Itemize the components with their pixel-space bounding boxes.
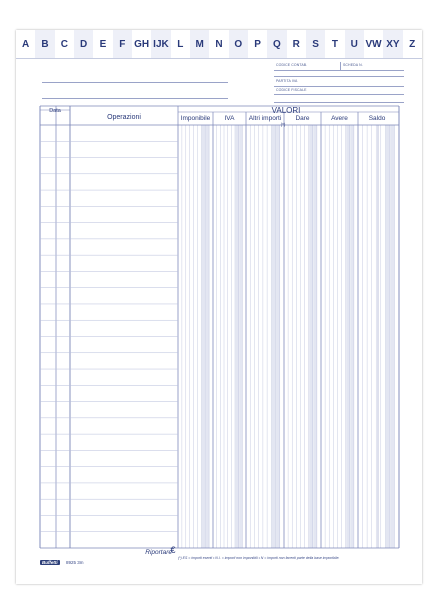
shaded-digit-col (236, 125, 239, 548)
shaded-digit-col (272, 125, 276, 548)
index-tab[interactable]: U (345, 30, 364, 59)
col-iva-header: IVA (224, 115, 235, 122)
index-tab[interactable]: GH (132, 30, 151, 59)
col-data-header: Data (49, 108, 61, 114)
index-tab[interactable]: F (113, 30, 132, 59)
index-tab[interactable]: T (325, 30, 344, 59)
col-altri-header: Altri importi (248, 115, 282, 122)
shaded-digit-col (206, 125, 209, 548)
shaded-digit-col (309, 125, 313, 548)
index-tab[interactable]: Z (403, 30, 422, 59)
index-tab[interactable]: M (190, 30, 209, 59)
col-altri-note: (*) (280, 122, 286, 127)
riportare-label: Riportare (145, 549, 172, 556)
shaded-digit-col (202, 125, 205, 548)
shaded-digit-col (386, 125, 390, 548)
index-tab[interactable]: P (248, 30, 267, 59)
shaded-digit-col (239, 125, 242, 548)
index-tab[interactable]: B (35, 30, 54, 59)
col-imponibile-header: Imponibile (180, 115, 211, 122)
index-tab[interactable]: D (74, 30, 93, 59)
index-tab[interactable]: O (229, 30, 248, 59)
index-tab[interactable]: XY (383, 30, 402, 59)
col-dare-header: Dare (295, 115, 310, 122)
ledger-sheet (16, 30, 422, 584)
shaded-digit-col (390, 125, 394, 548)
index-tab[interactable]: Q (267, 30, 286, 59)
index-tab[interactable]: A (16, 30, 35, 59)
index-tab[interactable]: E (93, 30, 112, 59)
index-tab[interactable]: C (55, 30, 74, 59)
index-tab[interactable]: IJK (151, 30, 170, 59)
form-code: 8925 3m (66, 560, 84, 565)
shaded-digit-col (313, 125, 317, 548)
footnote: (*) ES = importi esenti • N.I. = importi non imponibili • N = importi non facenti parte della base imponibile. (178, 556, 340, 560)
index-tab[interactable]: N (209, 30, 228, 59)
col-operazioni-header: Operazioni (107, 114, 141, 121)
index-tab[interactable]: S (306, 30, 325, 59)
col-avere-header: Avere (331, 115, 348, 122)
col-saldo-header: Saldo (368, 115, 386, 122)
shaded-digit-col (350, 125, 354, 548)
scheda-label: SCHEDA N. (343, 63, 363, 67)
index-tab[interactable]: L (171, 30, 190, 59)
codice-contabile-label: CODICE CONTAB. (276, 63, 308, 67)
index-tab[interactable]: VW (364, 30, 383, 59)
codice-fiscale-label: CODICE FISCALE (276, 88, 307, 92)
shaded-digit-col (276, 125, 280, 548)
shaded-digit-col (346, 125, 350, 548)
partita-iva-label: PARTITA IVA (276, 79, 298, 83)
euro-symbol: € (170, 545, 176, 555)
valori-header: VALORI (271, 106, 301, 115)
index-tab[interactable]: R (287, 30, 306, 59)
buffetti-logo: Buffetti (42, 560, 58, 565)
